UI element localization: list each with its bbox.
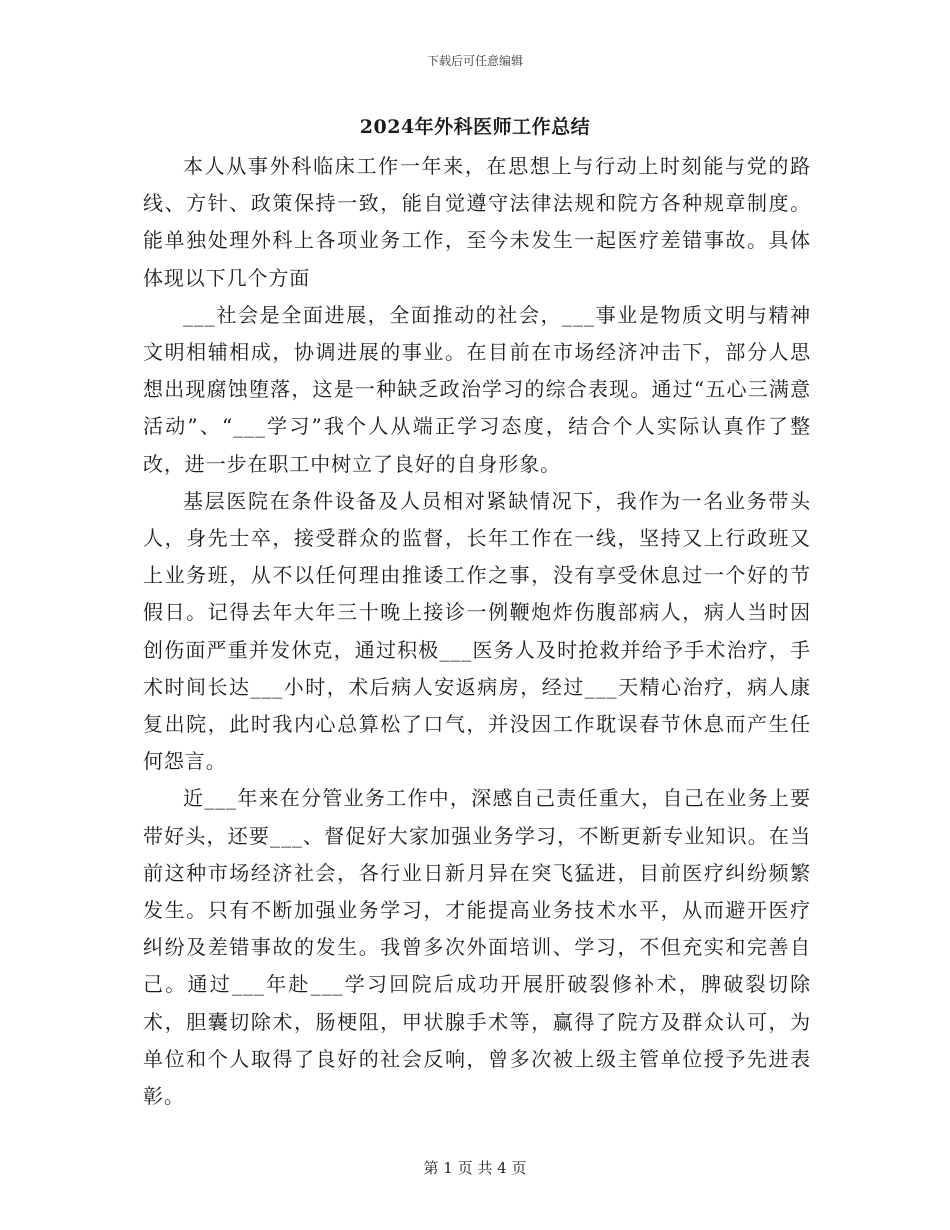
document-title: 2024年外科医师工作总结 bbox=[359, 116, 591, 138]
paragraph: 近___年来在分管业务工作中，深感自己责任重大，自己在业务上要带好头，还要___、督促好大家加强业务学习，不断更新专业知识。在当前这种市场经济社会，各行业日新月异在突飞猛进，目前医疗纠纷频繁发生。只有不断加强业务学习，才能提高业务技术水平，从而避开医疗纠纷及差错事故的发生。我曾多次外面培训、学习，不但充实和完善自己。通过___年赴___学习回院后成功开展肝破裂修补术，脾破裂切除术，胆囊切除术，肠梗阻，甲状腺手术等，赢得了院方及群众认可，为单位和个人取得了良好的社会反响，曾多次被上级主管单位授予先进表彰。 bbox=[143, 786, 811, 1109]
paragraph: ___社会是全面进展，全面推动的社会，___事业是物质文明与精神文明相辅相成，协调进展的事业。在目前在市场经济冲击下，部分人思想出现腐蚀堕落，这是一种缺乏政治学习的综合表现。通过“五心三满意活动”、“___学习”我个人从端正学习态度，结合个人实际认真作了整改，进一步在职工中树立了良好的自身形象。 bbox=[143, 302, 811, 476]
page-header: 下载后可任意编辑 bbox=[426, 54, 523, 68]
paragraph: 基层医院在条件设备及人员相对紧缺情况下，我作为一名业务带头人，身先士卒，接受群众的监督，长年工作在一线，坚持又上行政班又上业务班，从不以任何理由推诿工作之事，没有享受休息过一个好的节假日。记得去年大年三十晚上接诊一例鞭炮炸伤腹部病人，病人当时因创伤面严重并发休克，通过积极___医务人及时抢救并给予手术治疗，手术时间长达___小时，术后病人安返病房，经过___天精心治疗，病人康复出院，此时我内心总算松了口气，并没因工作耽误春节休息而产生任何怨言。 bbox=[143, 488, 811, 774]
paragraph: 本人从事外科临床工作一年来，在思想上与行动上时刻能与党的路线、方针、政策保持一致，能自觉遵守法律法规和院方各种规章制度。能单独处理外科上各项业务工作，至今未发生一起医疗差错事故。具体体现以下几个方面 bbox=[143, 154, 811, 290]
document-body bbox=[143, 148, 811, 1115]
page-number: 第 1 页 共 4 页 bbox=[423, 1159, 527, 1177]
